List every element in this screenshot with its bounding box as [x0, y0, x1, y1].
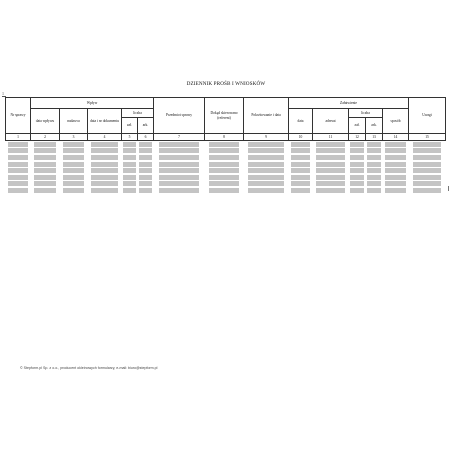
- entry-field[interactable]: [8, 155, 28, 160]
- entry-field[interactable]: [8, 162, 28, 167]
- column-number: 15: [409, 134, 446, 141]
- entry-field[interactable]: [34, 155, 57, 160]
- entry-cell[interactable]: [154, 161, 205, 168]
- entry-cell[interactable]: [313, 161, 349, 168]
- entry-field[interactable]: [316, 155, 344, 160]
- entry-cell[interactable]: [349, 187, 366, 194]
- entry-cell[interactable]: [31, 141, 60, 148]
- entry-field[interactable]: [385, 175, 405, 180]
- table-row: [6, 141, 446, 148]
- entry-field[interactable]: [367, 155, 380, 160]
- entry-cell[interactable]: [383, 141, 409, 148]
- header-nr-sprawy: Nr sprawy: [6, 98, 31, 134]
- entry-field[interactable]: [316, 188, 344, 193]
- entry-cell[interactable]: [205, 161, 244, 168]
- entry-field[interactable]: [385, 148, 405, 153]
- entry-field[interactable]: [123, 181, 135, 186]
- column-number: 10: [289, 134, 313, 141]
- column-number: 11: [313, 134, 349, 141]
- entry-cell[interactable]: [138, 161, 154, 168]
- column-number: 3: [60, 134, 88, 141]
- entry-cell[interactable]: [289, 154, 313, 161]
- entry-field[interactable]: [209, 162, 239, 167]
- entry-cell[interactable]: [289, 161, 313, 168]
- entry-field[interactable]: [159, 162, 199, 167]
- entry-cell[interactable]: [313, 141, 349, 148]
- entry-field[interactable]: [63, 148, 85, 153]
- entry-cell[interactable]: [138, 167, 154, 174]
- column-number: 4: [88, 134, 122, 141]
- entry-field[interactable]: [291, 162, 310, 167]
- entry-cell[interactable]: [383, 187, 409, 194]
- entry-field[interactable]: [350, 148, 363, 153]
- entry-cell[interactable]: [154, 174, 205, 181]
- entry-field[interactable]: [123, 148, 135, 153]
- entry-field[interactable]: [209, 188, 239, 193]
- table-row: [6, 167, 446, 174]
- entry-field[interactable]: [291, 155, 310, 160]
- entry-cell[interactable]: [366, 154, 383, 161]
- entry-cell[interactable]: [366, 181, 383, 188]
- entry-field[interactable]: [413, 168, 442, 173]
- entry-field[interactable]: [291, 175, 310, 180]
- entry-field[interactable]: [123, 155, 135, 160]
- header-przedmiot-sprawy: Przedmiot sprawy: [154, 98, 205, 134]
- entry-cell[interactable]: [289, 141, 313, 148]
- entry-field[interactable]: [8, 168, 28, 173]
- entry-cell[interactable]: [349, 174, 366, 181]
- entry-cell[interactable]: [88, 154, 122, 161]
- entry-cell[interactable]: [88, 174, 122, 181]
- entry-field[interactable]: [63, 188, 85, 193]
- header-ark-wplyw: ark.: [138, 118, 154, 134]
- header-liczba-zalatwienie: liczba: [349, 109, 383, 118]
- entry-cell[interactable]: [366, 167, 383, 174]
- entry-field[interactable]: [34, 142, 57, 147]
- entry-field[interactable]: [413, 155, 442, 160]
- entry-cell[interactable]: [60, 181, 88, 188]
- column-number: 14: [383, 134, 409, 141]
- entry-field[interactable]: [91, 155, 118, 160]
- entry-field[interactable]: [139, 175, 152, 180]
- table-row: [6, 187, 446, 194]
- entry-cell[interactable]: [138, 141, 154, 148]
- entry-cell[interactable]: [205, 154, 244, 161]
- entry-cell[interactable]: [349, 141, 366, 148]
- entry-cell[interactable]: [122, 174, 138, 181]
- entry-cell[interactable]: [313, 148, 349, 155]
- entry-field[interactable]: [248, 188, 283, 193]
- entry-cell[interactable]: [6, 154, 31, 161]
- entry-field[interactable]: [91, 168, 118, 173]
- table-row: [6, 181, 446, 188]
- entry-cell[interactable]: [383, 174, 409, 181]
- header-adresat: adresat: [313, 109, 349, 134]
- entry-field[interactable]: [413, 148, 442, 153]
- header-liczba-wplyw: liczba: [122, 109, 154, 118]
- entry-field[interactable]: [413, 188, 442, 193]
- entry-cell[interactable]: [244, 167, 289, 174]
- entry-cell[interactable]: [60, 174, 88, 181]
- entry-field[interactable]: [34, 168, 57, 173]
- entry-field[interactable]: [91, 188, 118, 193]
- entry-cell[interactable]: [244, 181, 289, 188]
- entry-cell[interactable]: [349, 181, 366, 188]
- entry-field[interactable]: [413, 175, 442, 180]
- entry-field[interactable]: [367, 181, 380, 186]
- entry-field[interactable]: [248, 162, 283, 167]
- entry-field[interactable]: [350, 188, 363, 193]
- entry-field[interactable]: [63, 155, 85, 160]
- entry-field[interactable]: [350, 181, 363, 186]
- entry-field[interactable]: [367, 188, 380, 193]
- column-number: 7: [154, 134, 205, 141]
- entry-field[interactable]: [91, 162, 118, 167]
- column-number: 12: [349, 134, 366, 141]
- entry-field[interactable]: [248, 175, 283, 180]
- entry-field[interactable]: [291, 148, 310, 153]
- entry-cell[interactable]: [289, 167, 313, 174]
- entry-cell[interactable]: [244, 187, 289, 194]
- margin-number: 1: [2, 91, 4, 96]
- entry-field[interactable]: [139, 181, 152, 186]
- entry-cell[interactable]: [6, 141, 31, 148]
- entry-cell[interactable]: [409, 167, 446, 174]
- entry-field[interactable]: [159, 155, 199, 160]
- entry-field[interactable]: [123, 175, 135, 180]
- entry-cell[interactable]: [122, 181, 138, 188]
- entry-field[interactable]: [367, 175, 380, 180]
- entry-field[interactable]: [385, 168, 405, 173]
- entry-cell[interactable]: [60, 154, 88, 161]
- header-nadawca: nadawca: [60, 109, 88, 134]
- entry-field[interactable]: [139, 148, 152, 153]
- entry-cell[interactable]: [31, 174, 60, 181]
- page-title: DZIENNIK PROŚB I WNIOSKÓW: [186, 81, 266, 87]
- entry-cell[interactable]: [349, 161, 366, 168]
- entry-cell[interactable]: [409, 161, 446, 168]
- header-data-zalatwienia: data: [289, 109, 313, 134]
- entry-cell[interactable]: [349, 167, 366, 174]
- column-number: 1: [6, 134, 31, 141]
- entry-field[interactable]: [8, 142, 28, 147]
- entry-field[interactable]: [8, 148, 28, 153]
- entry-cell[interactable]: [409, 148, 446, 155]
- entry-cell[interactable]: [60, 148, 88, 155]
- header-zal-zalatwienie: zał.: [349, 118, 366, 134]
- entry-field[interactable]: [159, 142, 199, 147]
- entry-cell[interactable]: [289, 174, 313, 181]
- entry-cell[interactable]: [205, 167, 244, 174]
- entry-field[interactable]: [159, 175, 199, 180]
- column-number: 2: [31, 134, 60, 141]
- entry-cell[interactable]: [244, 148, 289, 155]
- entry-cell[interactable]: [409, 187, 446, 194]
- entry-field[interactable]: [63, 175, 85, 180]
- entry-field[interactable]: [34, 181, 57, 186]
- entry-cell[interactable]: [122, 154, 138, 161]
- header-zalatwienie: Załatwienie: [289, 98, 409, 109]
- header-dokad-skierowano: Dokąd skierowano (referent): [205, 98, 244, 134]
- header-data-wplywu: data wpływu: [31, 109, 60, 134]
- entry-cell[interactable]: [205, 141, 244, 148]
- entry-field[interactable]: [63, 162, 85, 167]
- entry-field[interactable]: [316, 168, 344, 173]
- entry-field[interactable]: [8, 181, 28, 186]
- entry-cell[interactable]: [6, 167, 31, 174]
- entry-cell[interactable]: [366, 141, 383, 148]
- entry-cell[interactable]: [6, 187, 31, 194]
- entry-cell[interactable]: [31, 187, 60, 194]
- entry-field[interactable]: [63, 181, 85, 186]
- entry-cell[interactable]: [289, 187, 313, 194]
- entry-field[interactable]: [63, 142, 85, 147]
- entry-field[interactable]: [139, 168, 152, 173]
- entry-field[interactable]: [316, 142, 344, 147]
- entry-field[interactable]: [123, 162, 135, 167]
- entry-field[interactable]: [350, 162, 363, 167]
- entry-cell[interactable]: [409, 154, 446, 161]
- entry-cell[interactable]: [88, 181, 122, 188]
- entry-cell[interactable]: [31, 148, 60, 155]
- entry-field[interactable]: [8, 188, 28, 193]
- entry-field[interactable]: [413, 162, 442, 167]
- entry-cell[interactable]: [383, 154, 409, 161]
- entry-field[interactable]: [34, 148, 57, 153]
- entry-field[interactable]: [159, 188, 199, 193]
- entry-cell[interactable]: [409, 181, 446, 188]
- entry-cell[interactable]: [244, 141, 289, 148]
- entry-cell[interactable]: [6, 181, 31, 188]
- entry-cell[interactable]: [313, 154, 349, 161]
- entry-cell[interactable]: [154, 154, 205, 161]
- column-number: 13: [366, 134, 383, 141]
- entry-cell[interactable]: [154, 141, 205, 148]
- table-row: [6, 174, 446, 181]
- entry-cell[interactable]: [383, 148, 409, 155]
- entry-cell[interactable]: [88, 167, 122, 174]
- entry-cell[interactable]: [60, 141, 88, 148]
- header-zal-wplyw: zał.: [122, 118, 138, 134]
- entry-field[interactable]: [316, 175, 344, 180]
- header-pokwitowanie: Pokwitowanie i data: [244, 98, 289, 134]
- header-sposob: sposób: [383, 109, 409, 134]
- entry-cell[interactable]: [31, 154, 60, 161]
- entry-cell[interactable]: [205, 181, 244, 188]
- entry-field[interactable]: [139, 142, 152, 147]
- entry-cell[interactable]: [366, 148, 383, 155]
- entry-cell[interactable]: [383, 161, 409, 168]
- table-row: [6, 148, 446, 155]
- column-number-row: [6, 134, 446, 141]
- table-row: [6, 154, 446, 161]
- entry-cell[interactable]: [383, 167, 409, 174]
- entry-field[interactable]: [123, 188, 135, 193]
- entry-field[interactable]: [139, 162, 152, 167]
- entry-cell[interactable]: [154, 187, 205, 194]
- entry-field[interactable]: [34, 162, 57, 167]
- entry-field[interactable]: [367, 142, 380, 147]
- entry-field[interactable]: [8, 175, 28, 180]
- entry-field[interactable]: [316, 162, 344, 167]
- entry-cell[interactable]: [349, 154, 366, 161]
- column-number: 6: [138, 134, 154, 141]
- entry-cell[interactable]: [122, 141, 138, 148]
- entry-cell[interactable]: [289, 181, 313, 188]
- entry-cell[interactable]: [88, 161, 122, 168]
- entry-field[interactable]: [209, 168, 239, 173]
- entry-field[interactable]: [91, 142, 118, 147]
- entry-field[interactable]: [159, 168, 199, 173]
- entry-cell[interactable]: [409, 141, 446, 148]
- entry-field[interactable]: [367, 162, 380, 167]
- entry-field[interactable]: [159, 181, 199, 186]
- entry-field[interactable]: [385, 142, 405, 147]
- entry-field[interactable]: [91, 175, 118, 180]
- entry-field[interactable]: [350, 142, 363, 147]
- header-wplyw: Wpływ: [31, 98, 154, 109]
- entry-field[interactable]: [248, 181, 283, 186]
- footer-note: © Stepform.pl Sp. z o.o., producent okleinowych formularzy, e-mail: biuro@stepform.pl: [20, 366, 158, 370]
- entry-cell[interactable]: [366, 161, 383, 168]
- entry-field[interactable]: [367, 168, 380, 173]
- entry-cell[interactable]: [205, 148, 244, 155]
- entry-field[interactable]: [209, 142, 239, 147]
- header-uwagi: Uwagi: [409, 98, 446, 134]
- entry-field[interactable]: [91, 148, 118, 153]
- entry-cell[interactable]: [244, 161, 289, 168]
- entry-cell[interactable]: [138, 148, 154, 155]
- entry-cell[interactable]: [6, 174, 31, 181]
- entry-cell[interactable]: [138, 181, 154, 188]
- entry-cell[interactable]: [154, 181, 205, 188]
- entry-cell[interactable]: [205, 174, 244, 181]
- entry-field[interactable]: [159, 148, 199, 153]
- column-number: 5: [122, 134, 138, 141]
- entry-cell[interactable]: [138, 154, 154, 161]
- entry-cell[interactable]: [409, 174, 446, 181]
- header-data-nr-dokumentu: data i nr dokumentu: [88, 109, 122, 134]
- journal-table: [5, 97, 446, 194]
- entry-field[interactable]: [248, 155, 283, 160]
- entry-cell[interactable]: [349, 148, 366, 155]
- entry-cell[interactable]: [313, 174, 349, 181]
- entry-cell[interactable]: [122, 167, 138, 174]
- entry-cell[interactable]: [366, 174, 383, 181]
- entry-cell[interactable]: [154, 167, 205, 174]
- entry-field[interactable]: [385, 181, 405, 186]
- entry-field[interactable]: [139, 155, 152, 160]
- entry-field[interactable]: [350, 168, 363, 173]
- table-row: [6, 161, 446, 168]
- entry-field[interactable]: [385, 188, 405, 193]
- entry-field[interactable]: [291, 168, 310, 173]
- entry-field[interactable]: [209, 155, 239, 160]
- entry-field[interactable]: [385, 162, 405, 167]
- entry-field[interactable]: [209, 181, 239, 186]
- entry-cell[interactable]: [60, 161, 88, 168]
- entry-field[interactable]: [34, 188, 57, 193]
- entry-cell[interactable]: [122, 148, 138, 155]
- entry-field[interactable]: [248, 168, 283, 173]
- entry-field[interactable]: [413, 142, 442, 147]
- right-edge-mark: [448, 186, 449, 191]
- entry-cell[interactable]: [88, 187, 122, 194]
- entry-cell[interactable]: [383, 181, 409, 188]
- entry-field[interactable]: [209, 148, 239, 153]
- entry-field[interactable]: [248, 142, 283, 147]
- entry-field[interactable]: [316, 181, 344, 186]
- entry-cell[interactable]: [138, 187, 154, 194]
- entry-cell[interactable]: [205, 187, 244, 194]
- entry-cell[interactable]: [88, 141, 122, 148]
- entry-field[interactable]: [63, 168, 85, 173]
- entry-field[interactable]: [367, 148, 380, 153]
- entry-cell[interactable]: [289, 148, 313, 155]
- entry-cell[interactable]: [122, 161, 138, 168]
- entry-field[interactable]: [291, 142, 310, 147]
- entry-cell[interactable]: [60, 167, 88, 174]
- column-number: 9: [244, 134, 289, 141]
- entry-cell[interactable]: [60, 187, 88, 194]
- entry-field[interactable]: [123, 142, 135, 147]
- entry-cell[interactable]: [313, 181, 349, 188]
- entry-field[interactable]: [209, 175, 239, 180]
- entry-cell[interactable]: [154, 148, 205, 155]
- entry-field[interactable]: [139, 188, 152, 193]
- entry-cell[interactable]: [313, 167, 349, 174]
- entry-field[interactable]: [350, 175, 363, 180]
- entry-cell[interactable]: [313, 187, 349, 194]
- entry-field[interactable]: [385, 155, 405, 160]
- header-ark-zalatwienie: ark.: [366, 118, 383, 134]
- entry-cell[interactable]: [122, 187, 138, 194]
- entry-field[interactable]: [291, 188, 310, 193]
- entry-field[interactable]: [413, 181, 442, 186]
- entry-field[interactable]: [350, 155, 363, 160]
- entry-field[interactable]: [291, 181, 310, 186]
- entry-cell[interactable]: [6, 161, 31, 168]
- entry-cell[interactable]: [244, 174, 289, 181]
- entry-field[interactable]: [34, 175, 57, 180]
- column-number: 8: [205, 134, 244, 141]
- entry-cell[interactable]: [138, 174, 154, 181]
- entry-field[interactable]: [123, 168, 135, 173]
- entry-cell[interactable]: [31, 161, 60, 168]
- entry-cell[interactable]: [31, 181, 60, 188]
- entry-cell[interactable]: [244, 154, 289, 161]
- entry-cell[interactable]: [366, 187, 383, 194]
- entry-field[interactable]: [248, 148, 283, 153]
- entry-cell[interactable]: [6, 148, 31, 155]
- entry-field[interactable]: [316, 148, 344, 153]
- entry-field[interactable]: [91, 181, 118, 186]
- entry-cell[interactable]: [88, 148, 122, 155]
- entry-cell[interactable]: [31, 167, 60, 174]
